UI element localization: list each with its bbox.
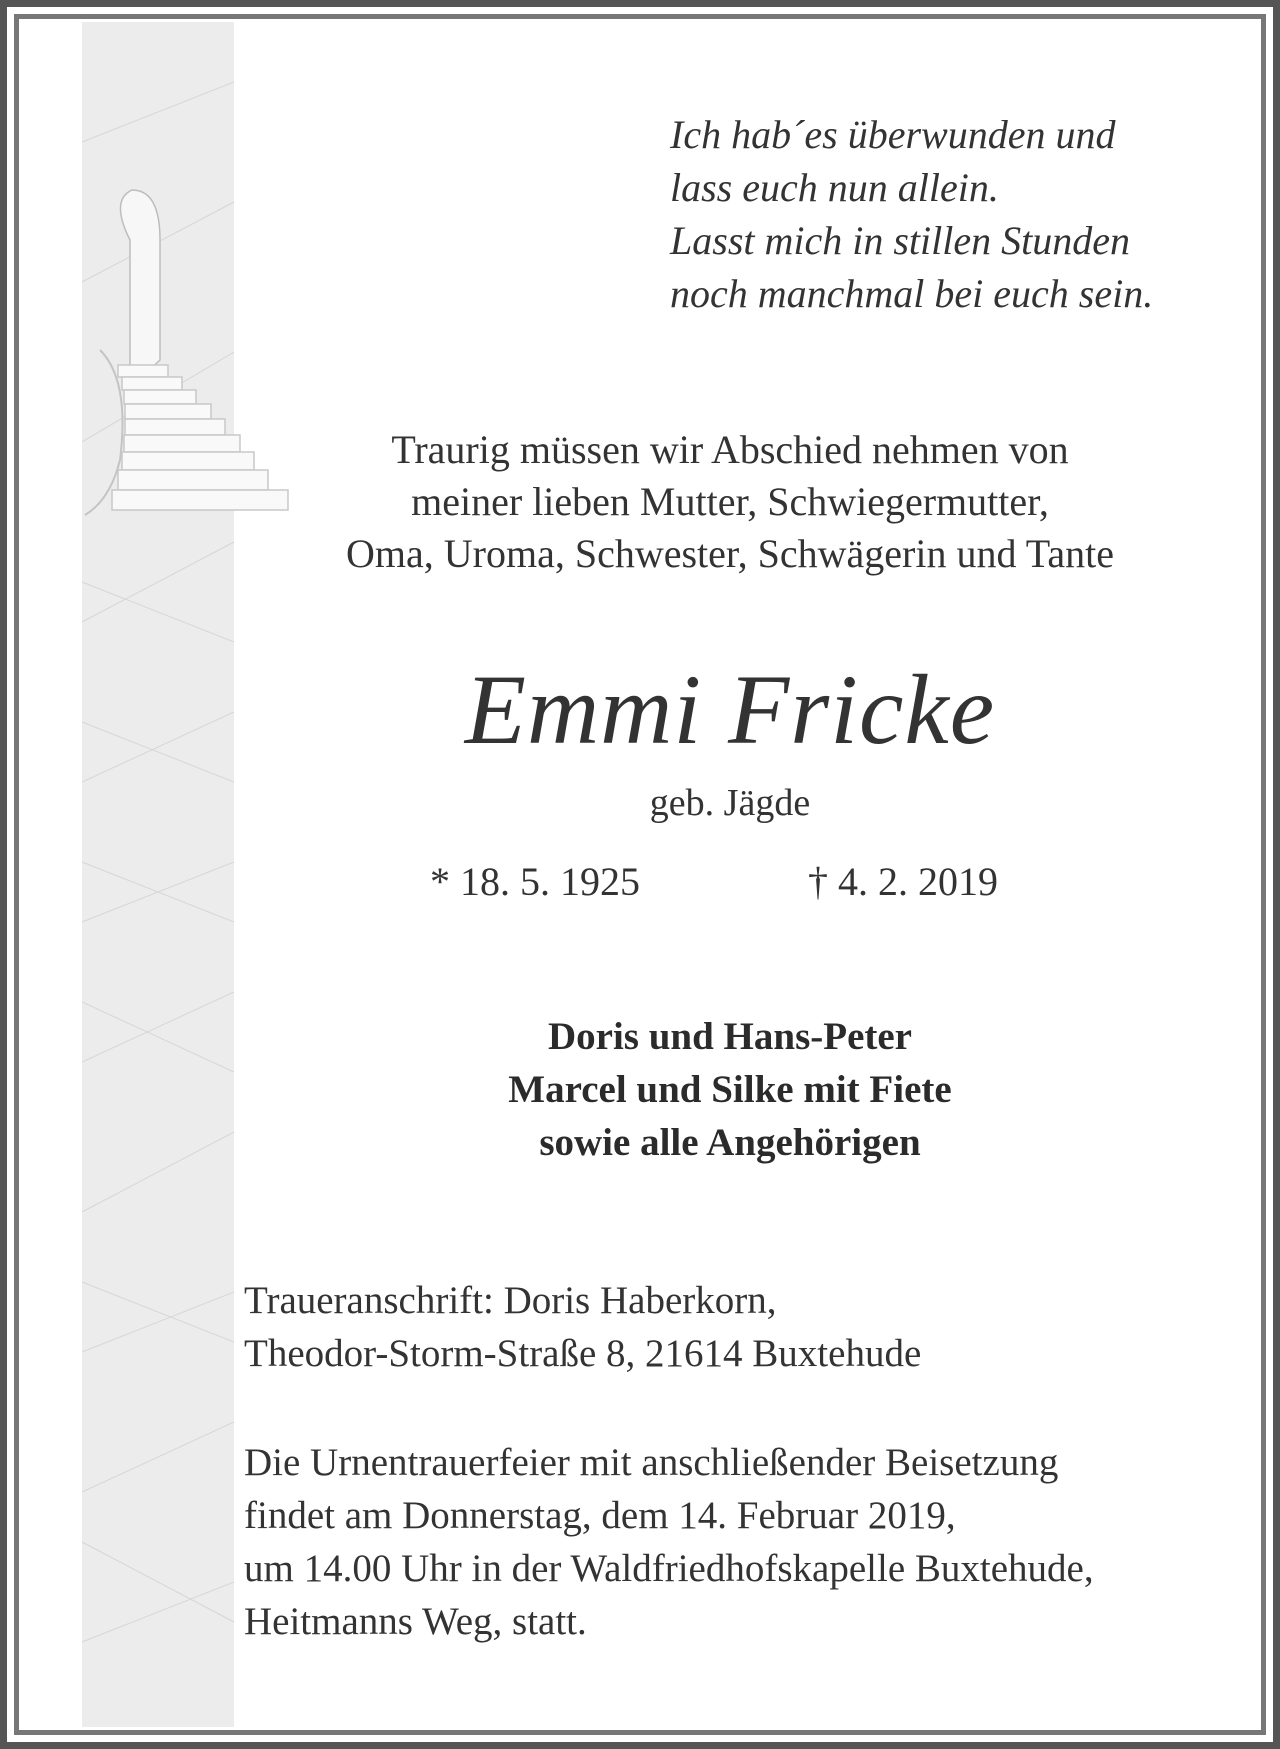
- intro-line: meiner lieben Mutter, Schwiegermutter,: [411, 479, 1049, 524]
- poem-line: lass euch nun allein.: [670, 165, 999, 210]
- birth-date: * 18. 5. 1925: [430, 859, 640, 904]
- ceremony-info: [244, 1436, 1094, 1648]
- poem-line: Ich hab´es überwunden und: [670, 112, 1116, 157]
- ceremony-line: findet am Donnerstag, dem 14. Februar 2019,: [244, 1494, 956, 1537]
- address-line: Theodor-Storm-Straße 8, 21614 Buxtehude: [244, 1332, 922, 1375]
- intro-line: Traurig müssen wir Abschied nehmen von: [391, 427, 1069, 472]
- poem: [670, 108, 1230, 320]
- mourning-address: [244, 1274, 921, 1380]
- poem-line: noch manchmal bei euch sein.: [670, 271, 1154, 316]
- family-line: Doris und Hans-Peter: [548, 1015, 912, 1058]
- ceremony-line: um 14.00 Uhr in der Waldfriedhofskapelle Buxtehude,: [244, 1547, 1094, 1590]
- intro-line: Oma, Uroma, Schwester, Schwägerin und Tante: [346, 531, 1114, 576]
- deceased-name: Emmi Fricke: [464, 654, 996, 765]
- intro-text: [240, 424, 1220, 580]
- family-signature: [240, 1010, 1220, 1169]
- death-date: † 4. 2. 2019: [808, 859, 998, 904]
- family-line: sowie alle Angehörigen: [539, 1121, 921, 1164]
- maiden-name: geb. Jägde: [649, 782, 811, 824]
- address-line: Traueranschrift: Doris Haberkorn,: [244, 1279, 777, 1322]
- poem-line: Lasst mich in stillen Stunden: [670, 218, 1130, 263]
- ceremony-line: Die Urnentrauerfeier mit anschließender Beisetzung: [244, 1441, 1059, 1484]
- ceremony-line: Heitmanns Weg, statt.: [244, 1600, 587, 1643]
- family-line: Marcel und Silke mit Fiete: [508, 1068, 952, 1111]
